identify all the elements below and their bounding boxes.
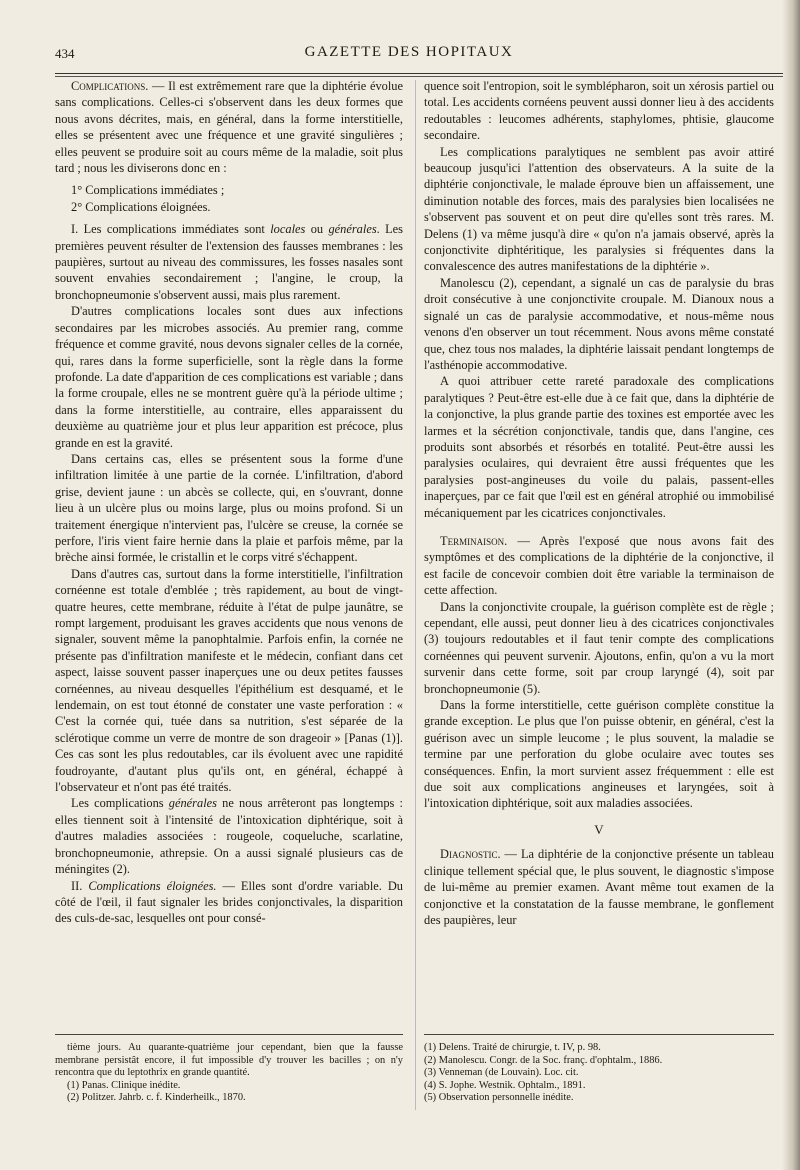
column-divider bbox=[415, 80, 416, 1110]
footnote: (5) Observation personnelle inédite. bbox=[424, 1092, 574, 1104]
paragraph-late bbox=[55, 878, 403, 927]
paragraph-diagnosis bbox=[424, 846, 774, 928]
paragraph-text: II. bbox=[71, 878, 89, 893]
list-item: 1° Complications immédiates ; bbox=[71, 183, 225, 198]
footnote: (1) Delens. Traité de chirurgie, t. IV, p. 98. bbox=[424, 1042, 601, 1053]
paragraph-immediate bbox=[55, 221, 403, 303]
footnote: (2) Politzer. Jahrb. c. f. Kinderheilk., 1870. bbox=[67, 1092, 246, 1104]
paragraph: Les complications paralytiques ne semblent pas avoir attiré beaucoup jusqu'ici l'attention des observateurs. A la suite de la diphtérie conjonctivale, le malade éprouve bien un affaissement, une diminution notable des forces, mais des paralysies bien localisées ne s'observent pas souvent et on peut dire qu'elles sont très rares. M. Delens (1) va même jusqu'à dire « qu'on n'a jamais observé, après la conjonctivite diphtéritique, les paralysies si fréquentes dans la convalescence des autres manifestations de la diphtérie ». bbox=[424, 144, 774, 274]
paragraph: Dans la conjonctivite croupale, la guérison complète est de règle ; cependant, elle aussi, peut donner lieu à des cicatrices conjonctivales (3) toujours redoutables et il faut tenir compte des complications cornéennes qui peuvent survenir. Ajoutons, enfin, qu'on a vu la mort survenir dans cette forme, soit par croup laryngé (4), soit par bronchopneumonie (5). bbox=[424, 599, 774, 696]
footnotes-left bbox=[55, 1042, 403, 1105]
right-column bbox=[424, 78, 774, 928]
page-number: 434 bbox=[55, 46, 75, 61]
paragraph: A quoi attribuer cette rareté paradoxale des complications paralytiques ? Peut-être est-elle due à ce fait que, dans la diphtérie de la conjonctive, la plus grande partie des toxines est emportée avec les larmes et la sécrétion conjonctivale, tandis que, dans l'angine, ces produits sont absorbés et résorbés en totalité. Peut-être aussi les paralysies oculaires, qui devraient être aussi fréquentes que les paralysies post-angineuses du voile du palais, passent-elles inaperçues, par ce fait que l'œil est en général atrophié ou immobilisé mécaniquement par les cicatrices conjonctivales. bbox=[424, 374, 774, 520]
paragraph-termination bbox=[424, 533, 774, 599]
paragraph: D'autres complications locales sont dues aux infections secondaires par les microbes associés. Au premier rang, comme fréquence et comme gravité, nous devons signaler celles de la cornée, qui, rares dans la forme superficielle, sont la règle dans la forme profonde. La date d'apparition de ces complications est variable ; dans la forme croupale, elles ne se montrent guère qu'à la période ultime ; dans la forme interstitielle, au contraire, elles apparaissent du deuxième au quatrième jour et plus leur apparition est précoce, plus grande en est la gravité. bbox=[55, 304, 404, 450]
footnote-rule-left bbox=[55, 1034, 403, 1035]
footnote: (4) S. Jophe. Westnik. Ophtalm., 1891. bbox=[424, 1079, 586, 1091]
paragraph-general bbox=[55, 795, 403, 877]
footnotes-right bbox=[424, 1042, 774, 1105]
paragraph: Dans la forme interstitielle, cette guérison complète constitue la grande exception. Le plus que l'on puisse obtenir, en général, c'est la guérison avec un simple leucome ; le plus souvent, la maladie se termine par une perforation du globe oculaire avec toutes ses conséquences. Enfin, la mort survient assez fréquemment : elle est due soit aux complications angineuses et laryngées, soit à l'intoxication diphtérique, soit aux maladies associées. bbox=[424, 698, 774, 811]
paragraph: Dans d'autres cas, surtout dans la forme interstitielle, l'infiltration cornéenne est totale d'emblée ; très rapidement, au bout de vingt-quatre heures, cette membrane, réduite à l'état de pulpe jaunâtre, se rompt largement, produisant les graves accidents que nous venons de signaler, souvent même la panophtalmie. Parfois enfin, la cornée ne présente pas d'infiltration manifeste et le médecin, confiant dans cet aspect, laisse souvent passer inaperçues une ou deux petites fausses cornéennes, au niveau desquelles l'épithélium est desquamé, et le lendemain, on est tout étonné de constater une vaste perforation : « C'est la cornée qui, tuée dans sa nutrition, s'est séparée de la sclérotique comme un verre de montre de son drageoir » [Panas (1)]. Ces cas sont les plus redoutables, car ils évoluent avec une rapidité foudroyante, d'autant plus qu'ils ont, en général, échappé à l'observateur et n'ont pas été traités. bbox=[55, 566, 403, 795]
lead-diagnosis: Diagnostic. bbox=[440, 847, 501, 862]
paragraph-complications bbox=[55, 78, 403, 176]
footnote: (1) Panas. Clinique inédite. bbox=[67, 1079, 181, 1091]
list-item: 2° Complications éloignées. bbox=[71, 199, 211, 214]
lead-complications: Complications. bbox=[71, 79, 149, 93]
paragraph-text: ne nous arrêteront pas longtemps : elles tiennent soit à l'intensité de l'intoxication diphtérique, soit à d'autres maladies associées : rougeole, coqueluche, scarlatine, bronchopneumonie, athrepsie. On a aussi signalé plusieurs cas de méningites (2). bbox=[55, 796, 403, 877]
paragraph-text: — La diphtérie de la conjonctive présente un tableau clinique tellement spécial que, le plus souvent, le diagnostic s'impose de lui-même au premier examen. Avant même tout examen de la conjonctive et la constatation de la fausse membrane, le gonflement des paupières, leur bbox=[424, 847, 774, 927]
paragraph-text: — Il est extrêmement rare que la diphtérie évolue sans complications. Celles-ci s'observent dans les deux formes que nous avons décrites, mais, en général, dans la forme interstitielle, elles se présentent avec une fréquence et une gravité singulières ; elles peuvent se produire soit au cours même de la maladie, soit plus tard ; nous les diviserons donc en : bbox=[55, 79, 403, 176]
emphasis: générales bbox=[168, 796, 217, 811]
page-edge-shadow bbox=[782, 0, 800, 1170]
section-number: V bbox=[594, 821, 604, 837]
paragraph: Dans certains cas, elles se présentent sous la forme d'une infiltration limitée à une partie de la cornée. L'infiltration, d'abord grise, devient jaune : un abcès se collecte, qui, en s'ouvrant, donne lieu à un ulcère plus ou moins large, plus ou moins profond. Si un traitement énergique n'intervient pas, l'ulcère se creuse, la cornée se perfore, l'iris vient faire hernie dans la plaie et parfois même, par la brèche ainsi formée, le cristallin et le corps vitré s'échappent. bbox=[55, 451, 403, 565]
paragraph-text: . Les premières peuvent résulter de l'extension des fausses membranes : les paupières, surtout au niveau des commissures, les fosses nasales sont souvent envahies secondairement ; l'angine, le croup, la bronchopneumonie s'observent aussi, mais plus rarement. bbox=[55, 222, 403, 302]
paragraph-text: — Elles sont d'ordre variable. Du côté de l'œil, il faut signaler les brides conjonctivales, la disparition des culs-de-sac, lesquelles ont pour consé- bbox=[55, 878, 403, 926]
footnote-rule-right bbox=[424, 1034, 774, 1035]
footnote: (2) Manolescu. Congr. de la Soc. franç. d'ophtalm., 1886. bbox=[424, 1054, 663, 1066]
paragraph-text: — Après l'exposé que nous avons fait des symptômes et des complications de la diphtérie de la conjonctive, il est facile de concevoir combien doit être variable la terminaison de cette affection. bbox=[424, 533, 774, 598]
emphasis: Complications éloignées. bbox=[88, 878, 217, 893]
emphasis: générales bbox=[328, 222, 377, 237]
paragraph-text: Les complications bbox=[71, 796, 169, 811]
footnote: (3) Venneman (de Louvain). Loc. cit. bbox=[424, 1067, 579, 1079]
paragraph: Manolescu (2), cependant, a signalé un cas de paralysie du bras droit consécutive à une conjonctivite croupale. M. Dianoux nous a signalé un cas de paralysie accommodative, et nous-même nous venons d'en observer un tout récemment. Nous avons même constaté que, chez tous nos malades, la diphtérie laissait pendant longtemps de l'asthénopie accommodative. bbox=[424, 275, 774, 372]
lead-termination: Terminaison. bbox=[440, 533, 508, 548]
paragraph: quence soit l'entropion, soit le symblépharon, soit un xérosis partiel ou total. Les accidents cornéens peuvent aussi donner lieu à des accidents redoutables : leucomes adhérents, staphylomes, phtisie, glaucome secondaire. bbox=[424, 79, 774, 143]
emphasis: locales bbox=[270, 222, 306, 237]
header-rule-thin bbox=[55, 76, 783, 77]
left-column bbox=[55, 78, 403, 927]
paragraph-text: I. Les complications immédiates sont bbox=[71, 222, 271, 237]
header-rule bbox=[55, 73, 783, 74]
page-header bbox=[55, 40, 763, 66]
footnote: tième jours. Au quarante-quatrième jour cependant, bien que la fausse membrane persistât encore, il fut impossible d'y trouver les bacilles ; on n'y rencontra que du leptothrix en grande quantité. bbox=[55, 1042, 403, 1079]
running-head: GAZETTE DES HOPITAUX bbox=[304, 44, 514, 60]
paragraph-text: ou bbox=[305, 222, 329, 237]
